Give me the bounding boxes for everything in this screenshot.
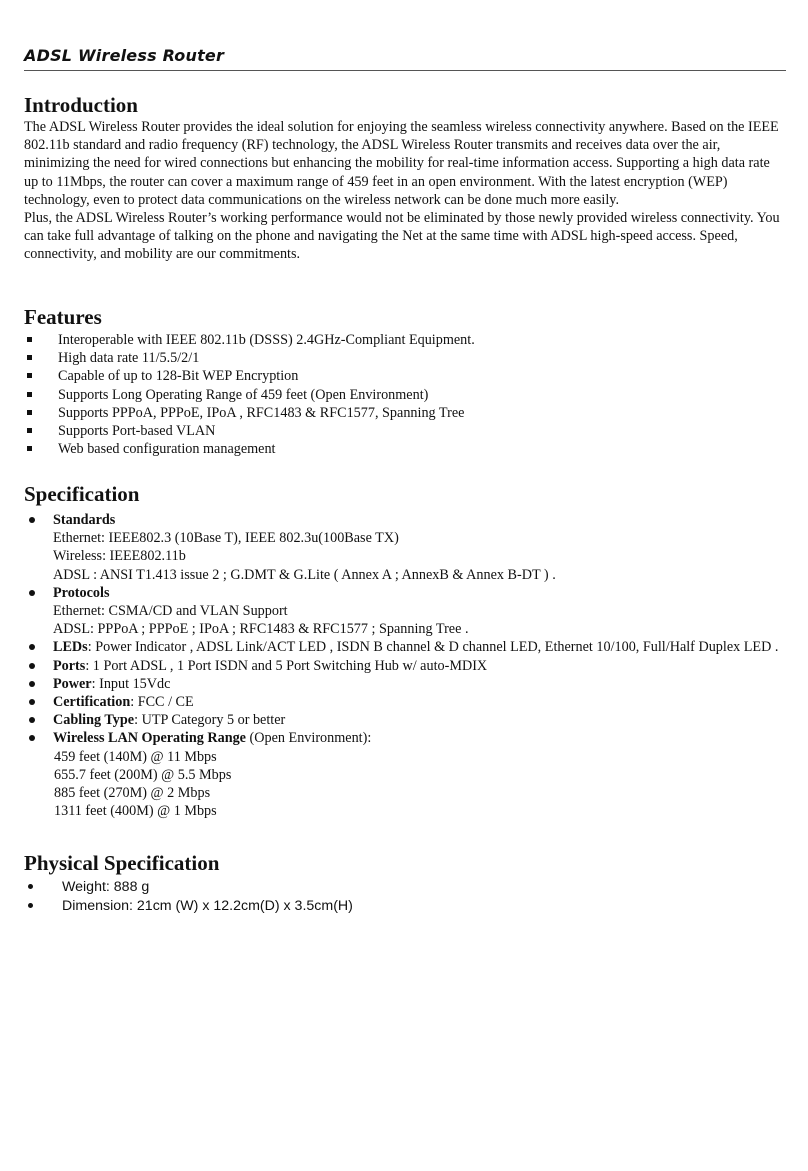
square-bullet-icon [27,355,32,360]
spec-label: Ports [53,657,86,674]
specification-heading: Specification [24,482,140,506]
specification-section [24,482,786,820]
round-bullet-icon [28,884,33,889]
round-bullet-icon [29,735,35,741]
list-item: Supports Port-based VLAN [24,422,786,440]
square-bullet-icon [27,446,32,451]
square-bullet-icon [27,373,32,378]
spec-power: Power: Input 15Vdc [24,675,786,693]
list-item: Supports Long Operating Range of 459 feet (Open Environment) [24,386,786,404]
list-item: High data rate 11/5.5/2/1 [24,349,786,367]
physical-specification-list [24,878,786,915]
square-bullet-icon [27,428,32,433]
spec-ports: Ports: 1 Port ADSL , 1 Port ISDN and 5 Port Switching Hub w/ auto-MDIX [24,657,786,675]
list-item: Supports PPPoA, PPPoE, IPoA , RFC1483 & RFC1577, Spanning Tree [24,404,786,422]
round-bullet-icon [28,903,33,908]
physical-specification-heading: Physical Specification [24,851,220,875]
list-item: Interoperable with IEEE 802.11b (DSSS) 2.4GHz-Compliant Equipment. [24,331,786,349]
round-bullet-icon [29,681,35,687]
spec-certification: Certification: FCC / CE [24,693,786,711]
square-bullet-icon [27,337,32,342]
spec-wireless-range: Wireless LAN Operating Range (Open Environment): 459 feet (140M) @ 11 Mbps 655.7 feet (200M) @ 5.5 Mbps 885 feet (270M) @ 2 Mbps 1311 feet (400M) @ 1 Mbps [24,729,786,820]
spec-standards: Standards Ethernet: IEEE802.3 (10Base T), IEEE 802.3u(100Base TX) Wireless: IEEE802.11b ADSL : ANSI T1.413 issue 2 ; G.DMT & G.Lite ( Annex A ; AnnexB & Annex B-DT ) . [24,511,786,584]
spec-leds: LEDs: Power Indicator , ADSL Link/ACT LED , ISDN B channel & D channel LED, Ethernet 10/100, Full/Half Duplex LED . [24,638,786,656]
list-item: Dimension: 21cm (W) x 12.2cm(D) x 3.5cm(H) [24,897,786,916]
spec-cabling-type: Cabling Type: UTP Category 5 or better [24,711,786,729]
features-section [24,305,786,458]
features-heading: Features [24,305,102,329]
running-header [24,44,786,71]
specification-list [24,511,786,820]
spec-label: Standards [53,512,116,528]
round-bullet-icon [29,644,35,650]
features-list [24,331,786,458]
round-bullet-icon [29,717,35,723]
list-item: Capable of up to 128-Bit WEP Encryption [24,367,786,385]
round-bullet-icon [29,517,35,523]
list-item: Weight: 888 g [24,878,786,897]
introduction-paragraph-1: The ADSL Wireless Router provides the ideal solution for enjoying the seamless wireless connectivity anywhere. Based on the IEEE 802.11b standard and radio frequency (RF) technology, the ADSL Wireless Router transmits and receives data over the air, minimizing the need for wired connections but enhancing the mobility for real-time information access. Supporting a high data rate up to 11Mbps, the router can cover a maximum range of 459 feet in an open environment. With the latest encryption (WEP) technology, even to protect data communications on the wireless network can be done much more easily. [24,119,779,208]
round-bullet-icon [29,663,35,669]
spec-label: Cabling Type [53,712,135,729]
square-bullet-icon [27,392,32,397]
introduction-section [24,93,786,264]
round-bullet-icon [29,590,35,596]
spec-label: Certification [53,694,131,711]
document-title: ADSL Wireless Router [24,46,225,65]
spec-label: LEDs [53,639,88,656]
square-bullet-icon [27,410,32,415]
introduction-heading: Introduction [24,93,138,117]
physical-specification-section [24,851,786,915]
spec-label: Power [53,675,92,692]
spec-label: Wireless LAN Operating Range [53,730,246,747]
spec-label: Protocols [53,584,110,601]
round-bullet-icon [29,699,35,705]
list-item: Web based configuration management [24,440,786,458]
introduction-paragraph-2: Plus, the ADSL Wireless Router’s working performance would not be eliminated by those newly provided wireless connectivity. You can take full advantage of talking on the phone and navigating the Net at the same time with ADSL high-speed access. Speed, connectivity, and mobility are our commitments. [24,210,780,263]
spec-protocols: Protocols Ethernet: CSMA/CD and VLAN Support ADSL: PPPoA ; PPPoE ; IPoA ; RFC1483 & RFC1577 ; Spanning Tree . [24,584,786,639]
